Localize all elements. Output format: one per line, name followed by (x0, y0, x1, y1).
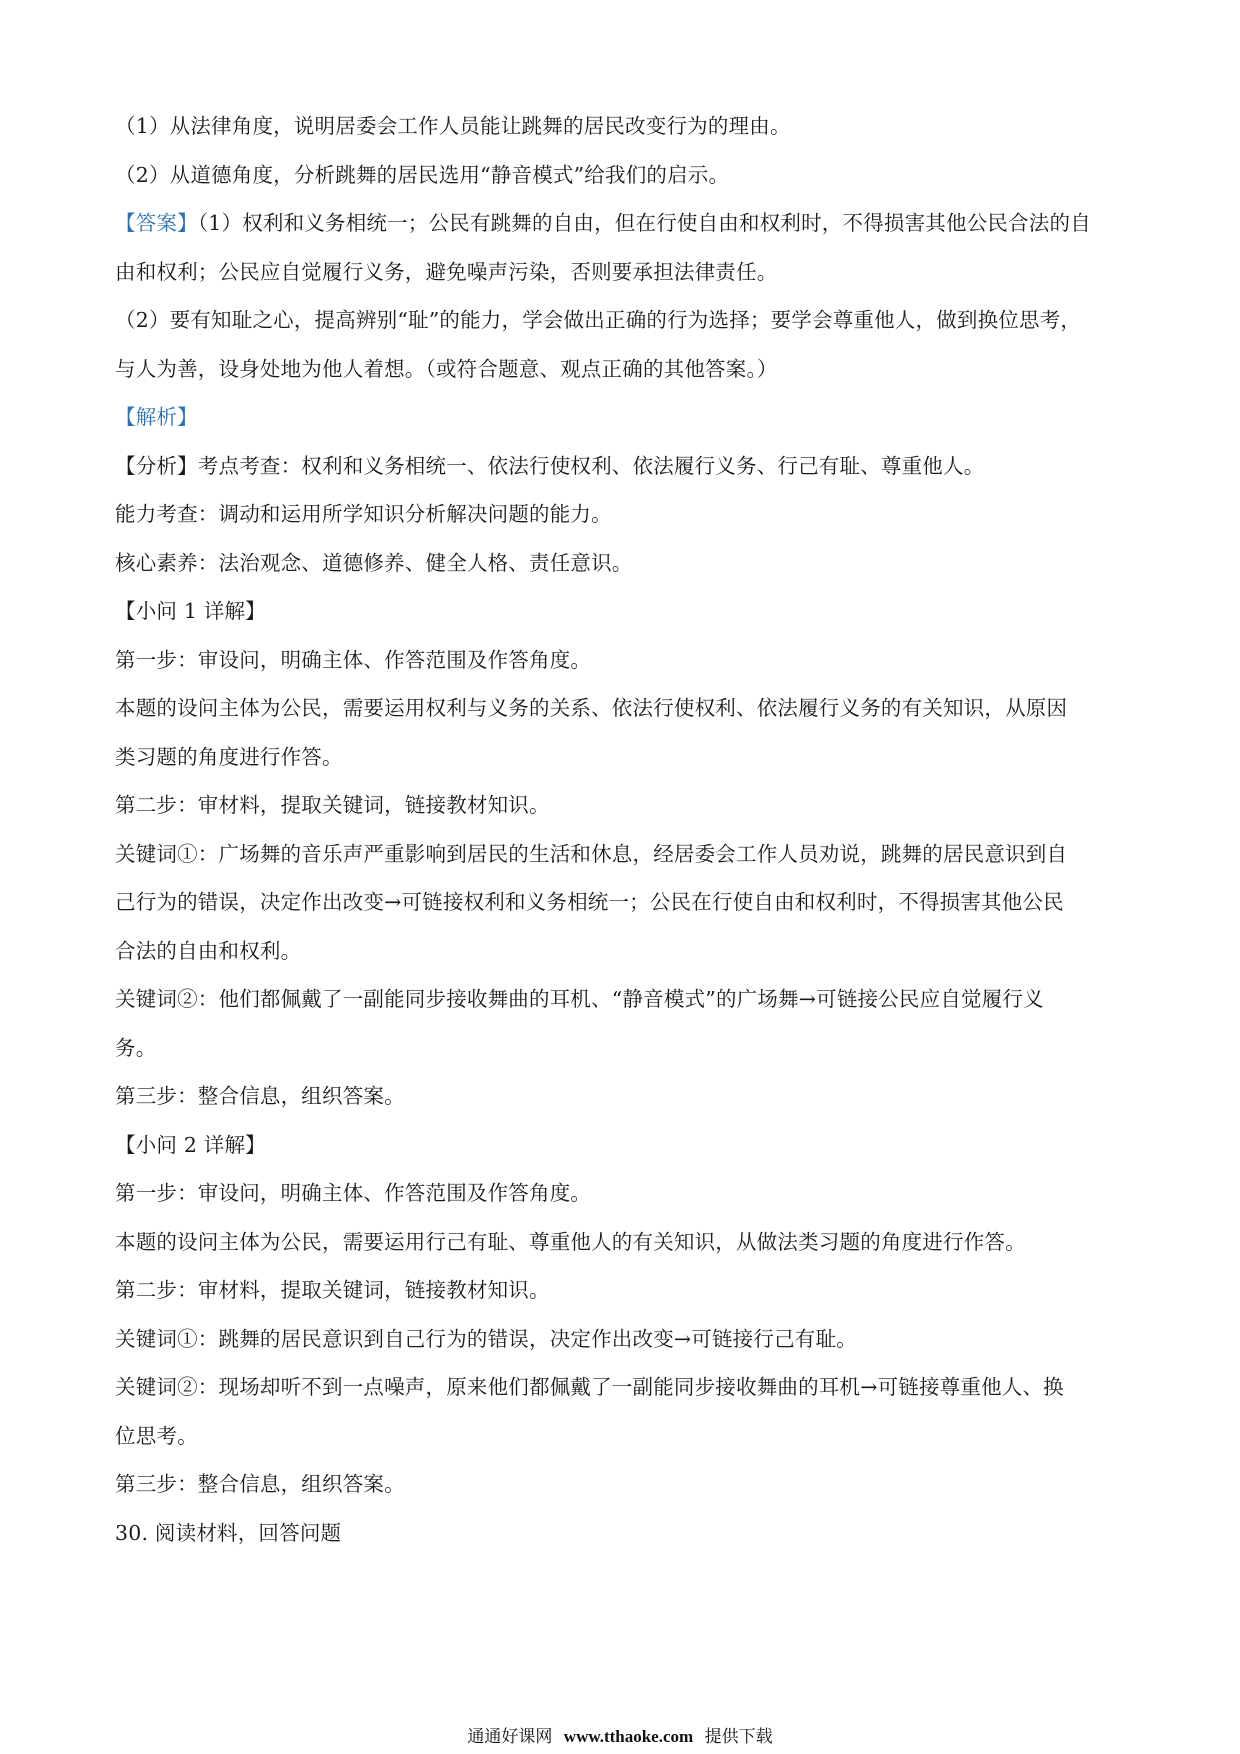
q2-keyword-1: 关键词①：跳舞的居民意识到自己行为的错误，决定作出改变→可链接行己有耻。 (115, 1326, 857, 1351)
question-30-heading: 30. 阅读材料，回答问题 (115, 1520, 342, 1545)
q1-keyword-1-line-3: 合法的自由和权利。 (115, 938, 302, 963)
q1-step-3: 第三步：整合信息，组织答案。 (115, 1084, 405, 1108)
q1-keyword-1-line-2: 己行为的错误，决定作出改变→可链接权利和义务相统一；公民在行使自由和权利时，不得损害其他公民 (115, 890, 1064, 914)
answer-tag: 【答案】 (115, 211, 198, 235)
answer-part-2-line-2: 与人为善，设身处地为他人着想。（或符合题意、观点正确的其他答案。） (115, 356, 778, 381)
answer-part-1-line-2: 由和权利；公民应自觉履行义务，避免噪声污染，否则要承担法律责任。 (115, 259, 778, 284)
q2-step-1-detail: 本题的设问主体为公民，需要运用行己有耻、尊重他人的有关知识，从做法类习题的角度进行作答。 (115, 1229, 1026, 1254)
q1-keyword-2-line-2: 务。 (115, 1035, 157, 1060)
answer-part-2-line-1: （2）要有知耻之心，提高辨别“耻”的能力，学会做出正确的行为选择；要学会尊重他人，做到换位思考， (115, 308, 1082, 332)
q1-step-1-detail-line-1: 本题的设问主体为公民，需要运用权利与义务的关系、依法行使权利、依法履行义务的有关知识，从原因 (115, 696, 1068, 720)
question-1: （1）从法律角度，说明居委会工作人员能让跳舞的居民改变行为的理由。 (115, 114, 791, 138)
core-literacy: 核心素养：法治观念、道德修养、健全人格、责任意识。 (115, 550, 633, 575)
q1-step-1: 第一步：审设问，明确主体、作答范围及作答角度。 (115, 647, 592, 672)
subquestion-2-heading: 【小问 2 详解】 (115, 1132, 266, 1157)
q1-keyword-2-line-1: 关键词②：他们都佩戴了一副能同步接收舞曲的耳机、“静音模式”的广场舞→可链接公民应自觉履行义 (115, 987, 1044, 1011)
answer-part-1-line-1: 【答案】（1）权利和义务相统一；公民有跳舞的自由，但在行使自由和权利时，不得损害其他公民合法的自 (115, 211, 1091, 235)
q1-step-2: 第二步：审材料，提取关键词，链接教材知识。 (115, 793, 550, 817)
q2-keyword-2-line-2: 位思考。 (115, 1423, 198, 1448)
ability-check: 能力考查：调动和运用所学知识分析解决问题的能力。 (115, 502, 612, 526)
question-2: （2）从道德角度，分析跳舞的居民选用“静音模式”给我们的启示。 (115, 162, 730, 187)
footer-url[interactable]: www.tthaoke.com (563, 1727, 694, 1746)
q2-step-3: 第三步：整合信息，组织答案。 (115, 1472, 405, 1496)
q2-step-1: 第一步：审设问，明确主体、作答范围及作答角度。 (115, 1181, 592, 1205)
footer-provider-text: 提供下载 (704, 1727, 773, 1747)
q2-step-2: 第二步：审材料，提取关键词，链接教材知识。 (115, 1278, 550, 1302)
analysis-points: 【分析】考点考查：权利和义务相统一、依法行使权利、依法履行义务、行己有耻、尊重他人。 (115, 453, 985, 478)
analysis-tag: 【解析】 (115, 405, 198, 429)
q1-keyword-1-line-1: 关键词①：广场舞的音乐声严重影响到居民的生活和休息，经居委会工作人员劝说，跳舞的居民意识到自 (115, 841, 1068, 866)
page-footer (0, 1722, 1240, 1747)
footer-site-name: 通通好课网 (467, 1727, 553, 1747)
q1-step-1-detail-line-2: 类习题的角度进行作答。 (115, 744, 343, 769)
document-page (115, 102, 1135, 1557)
q2-keyword-2-line-1: 关键词②：现场却听不到一点噪声，原来他们都佩戴了一副能同步接收舞曲的耳机→可链接尊重他人、换 (115, 1375, 1064, 1399)
subquestion-1-heading: 【小问 1 详解】 (115, 599, 266, 623)
